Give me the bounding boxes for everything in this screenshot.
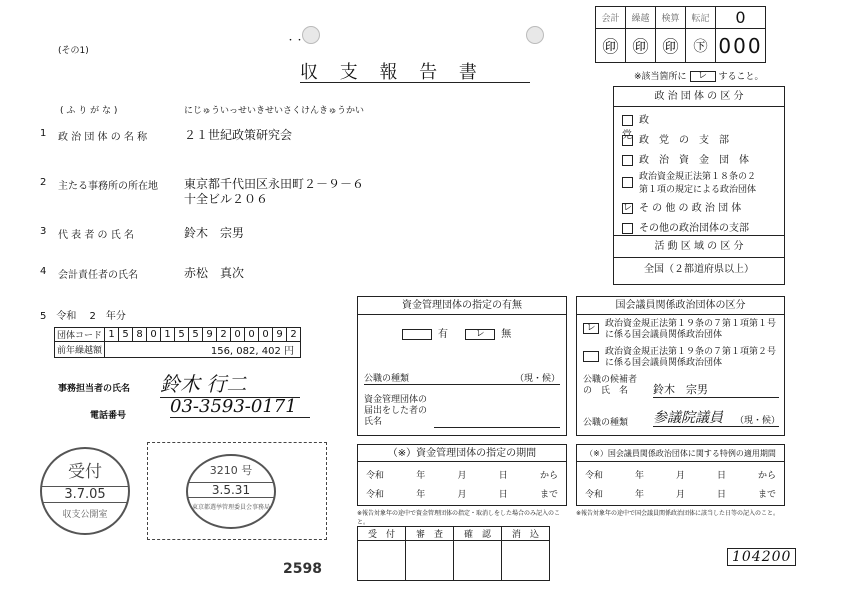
- period-left-title: （※）資金管理団体の指定の期間: [358, 445, 566, 462]
- approval-header-0: 会計: [596, 7, 626, 29]
- class-label-5: その他の政治団体の支部: [639, 223, 749, 234]
- dot-mark: ・・: [286, 36, 305, 46]
- fund-notify-label: 資金管理団体の届出をした者の氏名: [364, 395, 428, 427]
- period-right-title: （※）国会議員関係政治団体に関する特例の適用期間: [577, 445, 784, 462]
- office-label: 公職の種類: [583, 418, 629, 428]
- period-right-note: ※報告対象年の途中で国会議員関係政治団体に該当した日等の記入のこと。: [576, 510, 780, 517]
- class-check-0[interactable]: [622, 115, 633, 126]
- class-opt-1: [614, 127, 784, 147]
- address-value: 東京都千代田区永田町２－９－６: [184, 177, 365, 191]
- approval-header-3: 転記: [686, 7, 716, 29]
- diet-opt-2-label: 政治資金規正法第１９条の７第１項第２号に係る国会議員関係政治団体: [605, 347, 777, 368]
- candidate-value: 鈴木 宗男: [653, 381, 779, 398]
- item-2-no: 2: [40, 177, 47, 188]
- pl-r2-y: 年: [416, 490, 426, 500]
- diet-group-box: [576, 296, 785, 436]
- office-status: （現・候）: [735, 416, 781, 426]
- approval-header-2: 検算: [656, 7, 686, 29]
- office-value: 参議院議員: [653, 410, 723, 426]
- pl-r2-d: 日: [498, 490, 508, 500]
- receipt-h0: 受 付: [358, 527, 406, 541]
- approval-table: [595, 6, 766, 63]
- office-line: [653, 426, 779, 427]
- approval-mark-2: ㊞: [656, 29, 686, 63]
- approval-header-1: 繰越: [626, 7, 656, 29]
- fund-notify-line: [434, 427, 560, 428]
- candidate-label: 公職の候補者の 氏 名: [583, 375, 638, 396]
- pl-r1-m: 月: [457, 471, 467, 481]
- pr-r2-d: 日: [716, 490, 726, 500]
- code-d3: 0: [147, 328, 161, 342]
- class-check-3[interactable]: [622, 177, 633, 188]
- check-note-box: レ: [690, 71, 716, 82]
- diet-group-title: 国会議員関係政治団体の区分: [577, 297, 784, 315]
- check-note-prefix: ※該当箇所に: [634, 72, 687, 82]
- code-d5: 5: [175, 328, 189, 342]
- fund-mgmt-title: 資金管理団体の指定の有無: [358, 297, 566, 315]
- code-d8: 2: [217, 328, 231, 342]
- period-right-row2: [577, 481, 784, 500]
- carry-label: 前年繰越額: [55, 342, 105, 358]
- office-stamp-no: 3210 号: [209, 464, 253, 477]
- item-4-label: 会計責任者の氏名: [58, 270, 138, 281]
- class-opt-5: [614, 215, 784, 236]
- pl-r1-era: 令和: [366, 471, 385, 481]
- pr-r1-d: 日: [716, 471, 726, 481]
- receipt-c3: [502, 541, 550, 581]
- receipt-h3: 消 込: [502, 527, 550, 541]
- item-3-no: 3: [40, 226, 47, 237]
- code-d7: 9: [203, 328, 217, 342]
- class-check-1[interactable]: [622, 135, 633, 146]
- period-right-box: [576, 444, 785, 506]
- receipt-stamp-date: 3.7.05: [42, 486, 128, 503]
- approval-amount-row: 000: [716, 29, 766, 63]
- officer-value: 鈴木 行二: [160, 368, 300, 398]
- pr-r2-y: 年: [634, 490, 644, 500]
- pl-r2-m: 月: [457, 490, 467, 500]
- serial-number: 2598: [283, 561, 322, 577]
- office-stamp: [186, 454, 276, 529]
- class-check-4[interactable]: レ: [623, 202, 633, 213]
- area-title: 活 動 区 域 の 区 分: [614, 236, 784, 258]
- pl-r2-to: まで: [539, 490, 558, 500]
- period-left-row1: [358, 462, 566, 481]
- item-2-label: 主たる事務所の所在地: [58, 181, 158, 192]
- fund-type-row: [364, 371, 560, 385]
- check-note: [634, 69, 764, 82]
- class-opt-4: [614, 195, 784, 215]
- code-table: [54, 327, 301, 358]
- code-d10: 0: [245, 328, 259, 342]
- carry-value: 156, 082, 402 円: [105, 342, 301, 358]
- receipt-table: [357, 526, 550, 581]
- code-label: 団体コード: [55, 328, 105, 342]
- furigana-label: ( ふ り が な ): [60, 106, 118, 116]
- code-d6: 5: [189, 328, 203, 342]
- area-value: 全国（２都道府県以上）: [644, 264, 754, 275]
- fund-mgmt-choice: [358, 315, 566, 340]
- receipt-c0: [358, 541, 406, 581]
- pr-r1-era: 令和: [585, 471, 604, 481]
- pr-r1-y: 年: [634, 471, 644, 481]
- bottom-code: 104200: [727, 548, 796, 566]
- item-4-no: 4: [40, 266, 47, 277]
- receipt-h1: 審 査: [406, 527, 454, 541]
- fund-yes-label: 有: [438, 329, 448, 340]
- fund-yes-box[interactable]: [402, 329, 432, 340]
- office-stamp-date: 3.5.31: [188, 482, 274, 498]
- period-right-row1: [577, 462, 784, 481]
- approval-amount: 0: [716, 7, 766, 29]
- classification-box: [613, 86, 785, 285]
- year-label: 5 令和 2 年分: [40, 311, 126, 322]
- furigana-value: にじゅういっせいきせいさくけんきゅうかい: [184, 106, 365, 116]
- punch-hole-left: [302, 26, 320, 44]
- pl-r2-era: 令和: [366, 490, 385, 500]
- approval-mark-1: ㊞: [626, 29, 656, 63]
- approval-mark-3: ㊦: [686, 29, 716, 63]
- fund-type-value: （現・候）: [514, 374, 560, 384]
- class-label-0: 政 党: [622, 115, 769, 141]
- group-name-value: ２１世紀政策研究会: [184, 128, 293, 142]
- code-d12: 9: [273, 328, 287, 342]
- phone-label: 電話番号: [90, 411, 127, 421]
- pr-r2-to: まで: [757, 490, 776, 500]
- code-d9: 0: [231, 328, 245, 342]
- code-d2: 8: [133, 328, 147, 342]
- receipt-stamp-top: 受付: [68, 462, 102, 482]
- representative-value: 鈴木 宗男: [184, 226, 245, 240]
- class-opt-3: [614, 169, 784, 195]
- diet-check-2[interactable]: [583, 351, 599, 362]
- fund-no-box[interactable]: レ: [465, 329, 495, 340]
- pr-r1-from: から: [757, 471, 776, 481]
- pr-r2-era: 令和: [585, 490, 604, 500]
- pr-r2-m: 月: [675, 490, 685, 500]
- diet-check-1[interactable]: レ: [583, 323, 599, 334]
- diet-opt-2: [577, 345, 784, 371]
- check-note-suffix: すること。: [718, 72, 764, 82]
- period-left-box: [357, 444, 567, 506]
- diet-opt-1: [577, 315, 784, 345]
- accountant-value: 赤松 真次: [184, 266, 245, 280]
- class-label-4: そ の 他 の 政 治 団 体: [639, 203, 742, 214]
- phone-value: 03-3593-0171: [170, 396, 310, 418]
- class-label-2: 政 治 資 金 団 体: [639, 155, 749, 166]
- fund-mgmt-box: [357, 296, 567, 436]
- code-d11: 0: [259, 328, 273, 342]
- code-d4: 1: [161, 328, 175, 342]
- class-label-1: 政 党 の 支 部: [639, 135, 729, 146]
- form-number: (その1): [58, 46, 89, 56]
- receipt-c2: [454, 541, 502, 581]
- class-check-5[interactable]: [622, 223, 633, 234]
- period-left-note: ※報告対象年の途中で資金管理団体の指定・取消しをした場合のみ記入のこと。: [357, 510, 561, 526]
- pl-r1-d: 日: [498, 471, 508, 481]
- class-label-3: 政治資金規正法第１８条の２ 第１項の規定による政治団体: [639, 172, 757, 195]
- office-stamp-bottom: 東京都選挙管理委員会事務局: [192, 504, 271, 511]
- period-left-row2: [358, 481, 566, 500]
- officer-label: 事務担当者の氏名: [58, 384, 131, 394]
- code-d1: 5: [119, 328, 133, 342]
- classification-title: 政 治 団 体 の 区 分: [614, 87, 784, 107]
- fund-type-label: 公職の種類: [364, 374, 410, 384]
- class-opt-2: [614, 147, 784, 169]
- approval-mark-0: ㊞: [596, 29, 626, 63]
- code-d13: 2: [287, 328, 301, 342]
- item-1-label: 政 治 団 体 の 名 称: [58, 132, 148, 143]
- item-1-no: 1: [40, 128, 47, 139]
- pl-r1-y: 年: [416, 471, 426, 481]
- receipt-c1: [406, 541, 454, 581]
- diet-opt-1-label: 政治資金規正法第１９条の７第１項第１号に係る国会議員関係政治団体: [605, 319, 777, 340]
- receipt-stamp: [40, 447, 130, 535]
- address-value-2: 十全ビル２０６: [184, 192, 269, 206]
- page-title: 収 支 報 告 書: [300, 62, 485, 83]
- receipt-h2: 確 認: [454, 527, 502, 541]
- pr-r1-m: 月: [675, 471, 685, 481]
- class-check-2[interactable]: [622, 155, 633, 166]
- code-d0: 1: [105, 328, 119, 342]
- punch-hole-right: [526, 26, 544, 44]
- fund-no-label: 無: [501, 329, 512, 340]
- pl-r1-from: から: [539, 471, 558, 481]
- receipt-stamp-bottom: 収支公開室: [62, 510, 108, 520]
- item-3-label: 代 表 者 の 氏 名: [58, 230, 134, 241]
- title-underline: [300, 82, 530, 83]
